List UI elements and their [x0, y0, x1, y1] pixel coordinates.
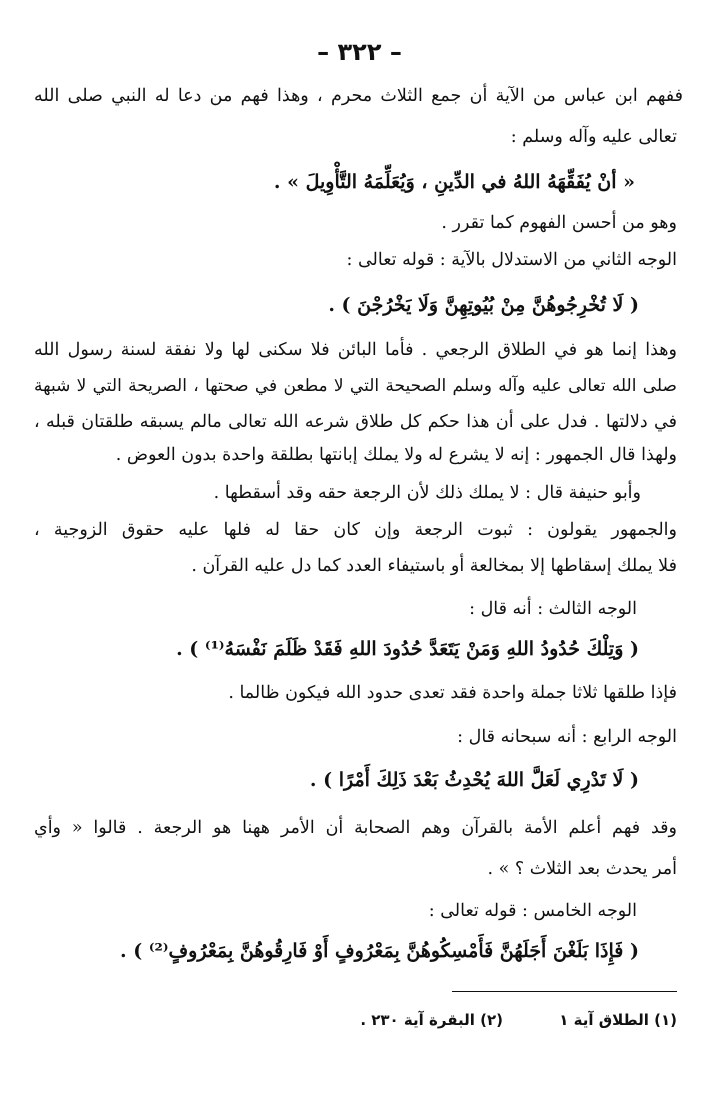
text-line: فلا يملك إسقاطها إلا بمخالعة أو باستيفاء العدد كما دل عليه القرآن .: [191, 556, 677, 576]
footnote-2: (٢) البقرة آية ٢٣٠ .: [360, 1011, 503, 1029]
text-line: تعالى عليه وآله وسلم :: [510, 127, 677, 147]
text-line: وقد فهم أعلم الأمة بالقرآن وهم الصحابة أن الأمر ههنا هو الرجعة . قالوا « وأي: [34, 818, 677, 838]
text-line: ففهم ابن عباس من الآية أن جمع الثلاث محرم ، وهذا فهم من دعا له النبي صلى الله: [34, 86, 683, 106]
quran-verse: ( لَا تُخْرِجُوهُنَّ مِنْ بُيُوتِهِنَّ وَلَا يَخْرُجْنَ ) .: [328, 294, 639, 316]
text-line: وأبو حنيفة قال : لا يملك ذلك لأن الرجعة حقه وقد أسقطها .: [213, 483, 641, 503]
text-line: والجمهور يقولون : ثبوت الرجعة وإن كان حقا له فلها عليه حقوق الزوجية ،: [34, 520, 677, 540]
footnote-divider: [452, 991, 677, 992]
text-line: ولهذا قال الجمهور : إنه لا يشرع له ولا يملك إبانتها بطلقة واحدة بدون العوض .: [115, 445, 677, 465]
section-heading: الوجه الرابع : أنه سبحانه قال :: [457, 727, 677, 747]
section-heading: الوجه الثالث : أنه قال :: [469, 599, 637, 619]
text-line: وهذا إنما هو في الطلاق الرجعي . فأما البائن فلا سكنى لها ولا نفقة لسنة رسول الله: [34, 340, 677, 360]
text-line: فإذا طلقها ثلاثا جملة واحدة فقد تعدى حدود الله فيكون ظالما .: [228, 683, 677, 703]
hadith-quote: « أنْ يُفَقِّهَهُ اللهُ في الدِّينِ ، وَيُعَلِّمَهُ التَّأْوِيلَ » .: [273, 171, 635, 193]
quran-verse: ( وَتِلْكَ حُدُودُ اللهِ وَمَنْ يَتَعَدَّ حُدُودَ اللهِ فَقَدْ ظَلَمَ نَفْسَهُ⁽¹⁾ ) .: [176, 638, 639, 660]
text-line: أمر يحدث بعد الثلاث ؟ » .: [487, 859, 677, 879]
text-line: وهو من أحسن الفهوم كما تقرر .: [441, 213, 677, 233]
section-heading: الوجه الثاني من الاستدلال بالآية : قوله تعالى :: [346, 250, 677, 270]
footnote-1: (١) الطلاق آية ١: [559, 1011, 677, 1029]
text-line: في دلالتها . فدل على أن هذا حكم كل طلاق شرعه الله تعالى مالم يسبقه طلقتان قبله ،: [34, 412, 677, 432]
quran-verse: ( فَإِذَا بَلَغْنَ أَجَلَهُنَّ فَأَمْسِكُوهُنَّ بِمَعْرُوفٍ أَوْ فَارِقُوهُنَّ بِمَعْرُوفٍ⁽²⁾ ) .: [119, 940, 639, 962]
page-number: – ٣٢٢ –: [317, 38, 402, 66]
section-heading: الوجه الخامس : قوله تعالى :: [428, 901, 637, 921]
quran-verse: ( لَا تَدْرِي لَعَلَّ اللهَ يُحْدِثُ بَعْدَ ذَلِكَ أَمْرًا ) .: [309, 769, 639, 791]
text-line: صلى الله تعالى عليه وآله وسلم الصحيحة التي لا مطعن في صحتها ، الصريحة التي لا شبهة: [34, 376, 677, 396]
